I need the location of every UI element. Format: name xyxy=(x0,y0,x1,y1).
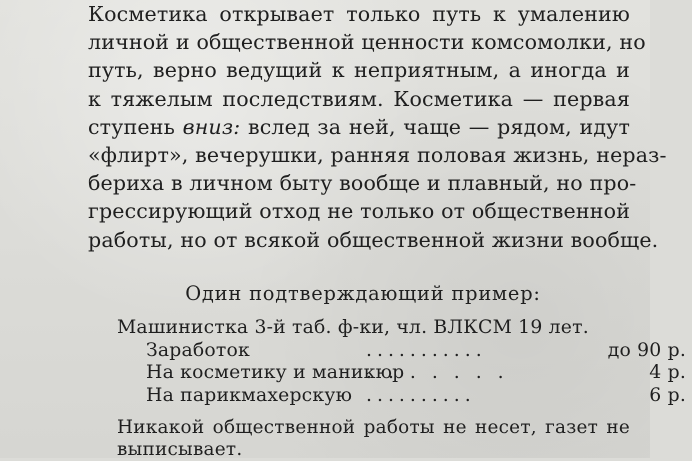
paragraph-line-5-end: вслед за ней, чаще — рядом, идут xyxy=(240,114,630,139)
expense-value: 4 р. xyxy=(649,362,686,384)
leader-dots: .......... xyxy=(366,384,476,406)
footer-line-1: Никакой общественной работы не несет, газет не xyxy=(117,416,630,438)
paragraph-line-3: путь, верно ведущий к неприятным, а иногда и xyxy=(88,58,630,83)
paragraph-line-6: «флирт», вечерушки, ранняя половая жизнь, нераз- xyxy=(88,143,667,168)
paragraph-line-1: Косметика открывает только путь к умалению xyxy=(88,2,630,26)
expense-label: На косметику и маникюр xyxy=(146,362,405,384)
expense-row-earnings xyxy=(146,339,686,363)
expense-value: 6 р. xyxy=(649,384,686,406)
paragraph-line-2: личной и общественной ценности комсомолки, но xyxy=(88,30,646,55)
paragraph-line-8: грессирующий отход не только от общественной xyxy=(88,199,631,224)
paragraph-line-9: работы, но от всякой общественной жизни вообще. xyxy=(88,227,659,252)
example-title: Один подтверждающий пример: xyxy=(185,281,541,305)
leader-dots: . . . . . . . xyxy=(366,362,509,384)
example-block xyxy=(88,316,686,408)
paragraph-line-7: бериха в личном быту вообще и плавный, но про- xyxy=(88,171,637,196)
example-footer xyxy=(88,417,630,461)
expense-label: Заработок xyxy=(146,339,250,361)
expense-value: до 90 р. xyxy=(607,339,686,361)
main-paragraph xyxy=(88,0,667,254)
expense-row-cosmetics xyxy=(146,362,686,385)
paragraph-line-5-start: ступень xyxy=(88,114,183,139)
paragraph-line-5-italic: вниз: xyxy=(182,114,241,139)
expense-row-hairdresser xyxy=(146,384,686,408)
paragraph-line-4: к тяжелым последствиям. Косметика — первая xyxy=(88,86,630,111)
example-intro: Машинистка 3-й таб. ф-ки, чл. ВЛКСМ 19 лет. xyxy=(117,316,589,338)
footer-line-2: выписывает. xyxy=(117,438,243,460)
paragraph-line-5 xyxy=(88,113,630,141)
leader-dots: ........... xyxy=(366,339,487,361)
expense-label: На парикмахерскую xyxy=(146,384,353,406)
